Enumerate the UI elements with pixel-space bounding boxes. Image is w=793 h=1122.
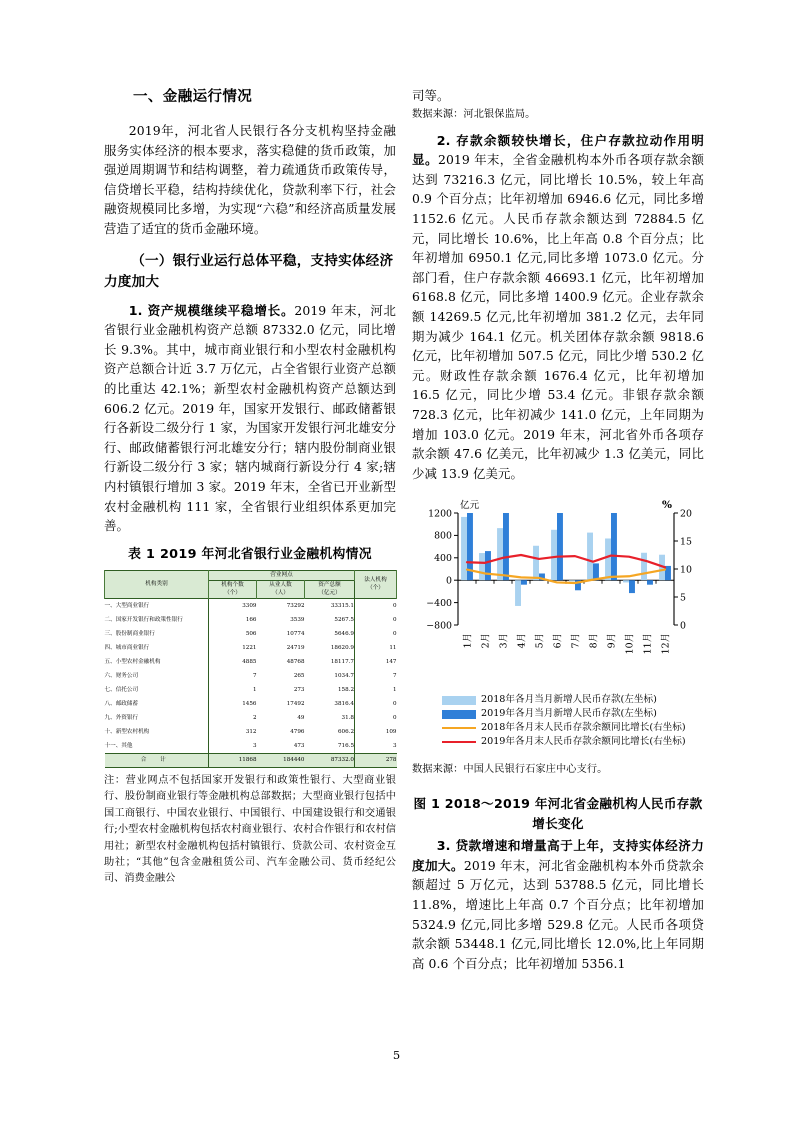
cell-staff: 10774: [286, 630, 305, 637]
table-row: [105, 627, 397, 641]
cell-staff: 3539: [290, 616, 305, 623]
cell-assets: 606.2: [337, 728, 354, 735]
table-note: 注：营业网点不包括国家开发银行和政策性银行、大型商业银行、股份制商业银行等金融机构总部数据；大型商业银行包括中国工商银行、中国农业银行、中国银行、中国建设银行和交通银行;小型农村金融机构包括农村商业银行、农村合作银行和农村信用社；新型农村金融机构包括村镇银行、贷款公司、农村资金互助社；“其他”包含金融租赁公司、汽车金融公司、货币经纪公司、消费金融公: [104, 774, 396, 885]
svg-text:1200: 1200: [428, 508, 452, 520]
svg-text:20: 20: [680, 508, 692, 520]
figure-caption-line1: 图 1 2018～2019 年河北省金融机构人民币存款: [413, 796, 703, 812]
legend-line-3: [442, 727, 476, 729]
table-row: [105, 655, 397, 669]
table-row: [105, 613, 397, 627]
total-staff: 184440: [257, 753, 305, 767]
cell-outlets: 1: [209, 683, 257, 697]
svg-text:9月: 9月: [606, 633, 618, 649]
svg-text:15: 15: [680, 536, 692, 548]
table-bottom-rule: [105, 767, 397, 768]
table-row: [105, 598, 397, 613]
svg-text:亿元: 亿元: [460, 500, 480, 512]
svg-text:400: 400: [434, 553, 452, 565]
svg-text:−800: −800: [426, 620, 452, 632]
table-row: [105, 725, 397, 739]
cell-category: 十一、其他: [104, 742, 133, 749]
th-staff-count-l2: （人）: [272, 590, 289, 597]
th-total-assets-l2: （亿元）: [318, 590, 341, 597]
legend-label: 2018年各月当月新增人民币存款(左坐标): [481, 694, 657, 706]
cell-outlets: 166: [209, 613, 257, 627]
cell-assets: 5646.9: [334, 630, 354, 637]
cell-legal: 0: [355, 711, 397, 725]
paragraph-1: [104, 301, 396, 536]
cell-legal: 0: [355, 697, 397, 711]
data-source-2: 数据来源：中国人民银行石家庄中心支行。: [412, 764, 608, 776]
table-total-row: [105, 753, 397, 767]
cell-category: 二、国家开发银行和政策性银行: [104, 616, 183, 623]
cell-outlets: 4885: [209, 655, 257, 669]
section-heading: 一、金融运行情况: [133, 89, 253, 105]
cell-legal: 147: [355, 655, 397, 669]
paragraph-1-body: 2019 年末，河北省银行业金融机构资产总额 87332.0 亿元，同比增长 9.3%。其中，城市商业银行和小型农村金融机构资产总额合计近 3.7 万亿元，占全省银行业资产总额的比重达 42.1%；新型农村金融机构资产总额达到 606.2 亿元。2019 年，国家开发银行、邮政储蓄银行各新设二级分行 1 家，为国家开发银行河北雄安分行、邮政储蓄银行河北雄安分行；辖内股份制商业银行新设二级分行 3 家；辖内城商行新设分行 4 家;辖内村镇银行增加 3 家。2019 年末，全省已开业新型农村金融机构 111 家，全省银行业组织体系更加完善。: [104, 302, 396, 534]
svg-text:12月: 12月: [660, 633, 672, 655]
cell-legal: 11: [355, 641, 397, 655]
paragraph-2: [412, 131, 704, 484]
table-row: [105, 711, 397, 725]
figure-1: [412, 497, 704, 749]
cell-assets: 3816.4: [334, 700, 354, 707]
total-assets: 87332.0: [305, 753, 355, 767]
svg-text:4月: 4月: [516, 633, 528, 649]
cell-staff: 73292: [286, 602, 305, 609]
table-row: [105, 669, 397, 683]
svg-text:0: 0: [680, 620, 686, 632]
svg-text:10月: 10月: [624, 633, 636, 655]
cell-legal: 7: [355, 669, 397, 683]
cell-category: 九、外资银行: [104, 714, 139, 721]
cell-outlets: 1456: [209, 697, 257, 711]
svg-text:800: 800: [434, 530, 452, 542]
cell-staff: 17492: [286, 700, 305, 707]
svg-text:6月: 6月: [552, 633, 564, 649]
page-number: 5: [392, 1048, 401, 1062]
table-row: [105, 697, 397, 711]
legend-label: 2018年各月末人民币存款余额同比增长(右坐标): [481, 722, 686, 734]
cell-staff: 473: [293, 742, 305, 749]
table-caption: 表 1 2019 年河北省银行业金融机构情况: [128, 546, 372, 562]
table-row: [105, 739, 397, 754]
table-row: [105, 683, 397, 697]
th-outlet-count-l2: （个）: [224, 590, 241, 597]
table-body: [105, 598, 397, 768]
deposit-growth-chart: [412, 497, 704, 687]
svg-text:0: 0: [446, 575, 452, 587]
bank-institutions-table: [104, 570, 397, 768]
cell-assets: 33315.1: [330, 602, 354, 609]
cell-legal: 3: [355, 739, 397, 754]
cell-outlets: 2: [209, 711, 257, 725]
cell-assets: 18620.9: [330, 644, 354, 651]
cell-staff: 273: [293, 686, 305, 693]
cell-legal: 0: [355, 627, 397, 641]
cell-category: 一、大型商业银行: [104, 602, 150, 609]
right-column: [412, 86, 704, 973]
cell-category: 五、小型农村金融机构: [104, 658, 161, 665]
th-total-assets-l1: 资产总额: [318, 581, 341, 588]
svg-text:2月: 2月: [480, 633, 492, 649]
cell-assets: 18117.7: [330, 658, 354, 665]
th-legal-entities: [355, 570, 397, 598]
svg-text:7月: 7月: [570, 633, 582, 649]
cell-legal: 109: [355, 725, 397, 739]
total-legal: 278: [355, 753, 397, 767]
svg-text:3月: 3月: [498, 633, 510, 649]
paragraph-2-lead: 2. 存款余额较快增长，住户存款拉动作用明显。: [412, 132, 704, 168]
left-column: [104, 86, 396, 888]
figure-caption-line2: 增长变化: [532, 816, 584, 832]
th-category: 机构类别: [105, 570, 209, 598]
paragraph-1-lead: 1. 资产规模继续平稳增长。: [128, 302, 295, 318]
continued-text: 司等。: [412, 88, 450, 103]
cell-outlets: 7: [209, 669, 257, 683]
svg-text:8月: 8月: [588, 633, 600, 649]
table-row: [105, 641, 397, 655]
legend-swatch-2: [442, 710, 476, 719]
cell-category: 七、信托公司: [104, 686, 139, 693]
cell-staff: 24719: [286, 644, 305, 651]
legend-line-4: [442, 741, 476, 743]
cell-legal: 1: [355, 683, 397, 697]
th-total-assets: [305, 580, 355, 598]
th-outlet-count: [209, 580, 257, 598]
cell-staff: 48768: [286, 658, 305, 665]
legend-label: 2019年各月当月新增人民币存款(左坐标): [481, 708, 657, 720]
th-staff-count-l1: 从业人数: [269, 581, 292, 588]
legend-item: [442, 721, 704, 735]
cell-outlets: 506: [209, 627, 257, 641]
svg-text:5月: 5月: [534, 633, 546, 649]
cell-outlets: 312: [209, 725, 257, 739]
total-label: 合 计: [105, 753, 209, 767]
th-legal-entities-l1: 法人机构: [364, 576, 387, 583]
paragraph-3-lead: 3. 贷款增速和增量高于上年，支持实体经济力度加大。: [412, 838, 704, 873]
cell-assets: 1034.7: [334, 672, 354, 679]
cell-category: 六、财务公司: [104, 672, 139, 679]
svg-text:5: 5: [680, 592, 686, 604]
svg-text:10: 10: [680, 564, 692, 576]
cell-legal: 0: [355, 613, 397, 627]
cell-staff: 265: [293, 672, 305, 679]
cell-assets: 31.8: [341, 714, 354, 721]
paragraph-2-body: 2019 年末，全省金融机构本外币各项存款余额达到 73216.3 亿元，同比增长 10.5%，较上年高 0.9 个百分点；比年初增加 6946.6 亿元，同比多增 1152.6 亿元。人民币存款余额达到 72884.5 亿元，同比增长 10.6%，比上年高 0.8 个百分点；比年初增加 6950.1 亿元,同比多增 1073.0 亿元。分部门看，住户存款余额 46693.1 亿元，比年初增加 6168.8 亿元，同比多增 1400.9 亿元。企业存款余额 14269.5 亿元,比年初增加 381.2 亿元，去年同期为减少 164.1 亿元。机关团体存款余额 9818.6 亿元，比年初增加 507.5 亿元，同比少增 530.2 亿元。财政性存款余额 1676.4 亿元，比年初增加 16.5 亿元，同比少增 53.4 亿元。非银存款余额 728.3 亿元，比年初减少 141.0 亿元，上年同期为增加 103.0 亿元。2019 年末，河北省外币各项存款余额 47.6 亿美元，比年初减少 1.3 亿美元，同比少减 13.9 亿美元。: [412, 152, 704, 481]
svg-text:−400: −400: [426, 598, 452, 610]
legend-label: 2019年各月末人民币存款余额同比增长(右坐标): [481, 736, 686, 748]
cell-assets: 5267.5: [334, 616, 354, 623]
chart-legend: [442, 693, 704, 749]
th-outlet-count-l1: 机构个数: [221, 581, 244, 588]
cell-outlets: 3309: [209, 598, 257, 613]
svg-text:1月: 1月: [462, 633, 474, 649]
table-header-row-1: [105, 570, 397, 580]
cell-category: 四、城市商业银行: [104, 644, 150, 651]
legend-item: [442, 735, 704, 749]
cell-staff: 4796: [290, 728, 305, 735]
legend-item: [442, 707, 704, 721]
cell-category: 八、邮政储蓄: [104, 700, 139, 707]
legend-item: [442, 693, 704, 707]
data-source-1: 数据来源：河北银保监局。: [412, 108, 536, 120]
cell-outlets: 1221: [209, 641, 257, 655]
cell-staff: 49: [297, 714, 305, 721]
legend-swatch-1: [442, 696, 476, 705]
cell-assets: 716.5: [337, 742, 354, 749]
cell-category: 十、新型农村机构: [104, 728, 150, 735]
cell-category: 三、股份制商业银行: [104, 630, 155, 637]
th-outlets-group: 营业网点: [209, 570, 355, 580]
th-staff-count: [257, 580, 305, 598]
paragraph-3: [412, 836, 704, 973]
cell-outlets: 3: [209, 739, 257, 754]
intro-paragraph: 2019年，河北省人民银行各分支机构坚持金融服务实体经济的根本要求，落实稳健的货币政策，加强逆周期调节和结构调整，着力疏通货币政策传导，信贷增长平稳，结构持续优化，贷款利率下行，社会融资规模同比多增，为实现“六稳”和经济高质量发展营造了适宜的货币金融环境。: [104, 123, 396, 236]
cell-legal: 0: [355, 598, 397, 613]
paragraph-3-body: 2019 年末，河北省金融机构本外币贷款余额超过 5 万亿元，达到 53788.5 亿元，同比增长 11.8%，增速比上年高 0.7 个百分点；比年初增加 5324.9 亿元,同比多增 529.8 亿元。人民币各项贷款余额 53448.1 亿元,同比增长 12.0%,比上年同期高 0.6 个百分点；比年初增加 5356.1: [412, 857, 704, 971]
subsection-heading: （一）银行业运行总体平稳，支持实体经济力度加大: [104, 252, 394, 290]
cell-assets: 158.2: [337, 686, 354, 693]
svg-text:11月: 11月: [642, 633, 654, 655]
total-outlets: 11868: [209, 753, 257, 767]
svg-text:%: %: [662, 499, 672, 512]
th-legal-entities-l2: （个）: [367, 585, 384, 592]
